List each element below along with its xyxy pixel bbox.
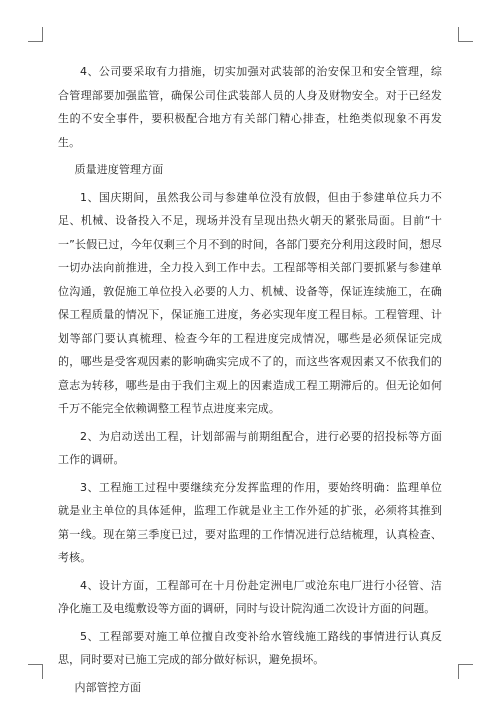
- document-body: [58, 60, 442, 703]
- crop-mark-bottom-right: [458, 664, 473, 679]
- paragraph-transmission: 2、为启动送出工程，计划部需与前期组配合，进行必要的招投标等方面工作的调研。: [58, 429, 442, 466]
- paragraph-pipeline: 5、工程部要对施工单位擅自改变补给水管线施工路线的事情进行认真反思，同时要对已施工完成的部分做好标识，避免损坏。: [58, 629, 442, 666]
- crop-mark-bottom-left: [28, 664, 43, 679]
- crop-mark-top-left: [28, 27, 43, 42]
- paragraph-supervision: 3、工程施工过程中要继续充分发挥监理的作用，要始终明确：监理单位就是业主单位的具体延伸，监理工作就是业主工作外延的扩张，必须将其推到第一线。现在第三季度已过，要对监理的工作情况进行总结梳理，认真检查、考核。: [58, 480, 442, 564]
- section-heading-internal-control: 内部管控方面: [74, 680, 142, 694]
- crop-mark-top-right: [458, 27, 473, 42]
- paragraph-national-day: 1、国庆期间，虽然我公司与参建单位没有放假，但由于参建单位兵力不足、机械、设备投入不足，现场并没有呈现出热火朝天的紧张局面。目前“十一”长假已过，今年仅剩三个月不到的时间，各部门要充分利用这段时间，想尽一切办法向前推进，全力投入到工作中去。工程部等相关部门要抓紧与参建单位沟通，敦促施工单位投入必要的人力、机械、设备等，保证连续施工，在确保工程质量的情况下，保证施工进度，务必实现年度工程目标。工程管理、计划等部门要认真梳理、检查今年的工程进度完成情况，哪些是必须保证完成的，哪些是受客观因素的影响确实完成不了的，而这些客观因素又不依我们的意志为转移，哪些是由于我们主观上的因素造成工程工期滞后的。但无论如何千万不能完全依赖调整工程节点进度来完成。: [58, 190, 442, 415]
- paragraph-design: 4、设计方面，工程部可在十月份赴定洲电厂或沧东电厂进行小径管、洁净化施工及电缆敷设等方面的调研，同时与设计院沟通二次设计方面的问题。: [58, 578, 442, 615]
- paragraph-security: 4、公司要采取有力措施，切实加强对武装部的治安保卫和安全管理，综合管理部要加强监管，确保公司住武装部人员的人身及财物安全。对于已经发生的不安全事件，要积极配合地方有关部门精心排查，杜绝类似现象不再发生。: [58, 65, 442, 149]
- section-heading-quality-progress: 质量进度管理方面: [74, 163, 164, 176]
